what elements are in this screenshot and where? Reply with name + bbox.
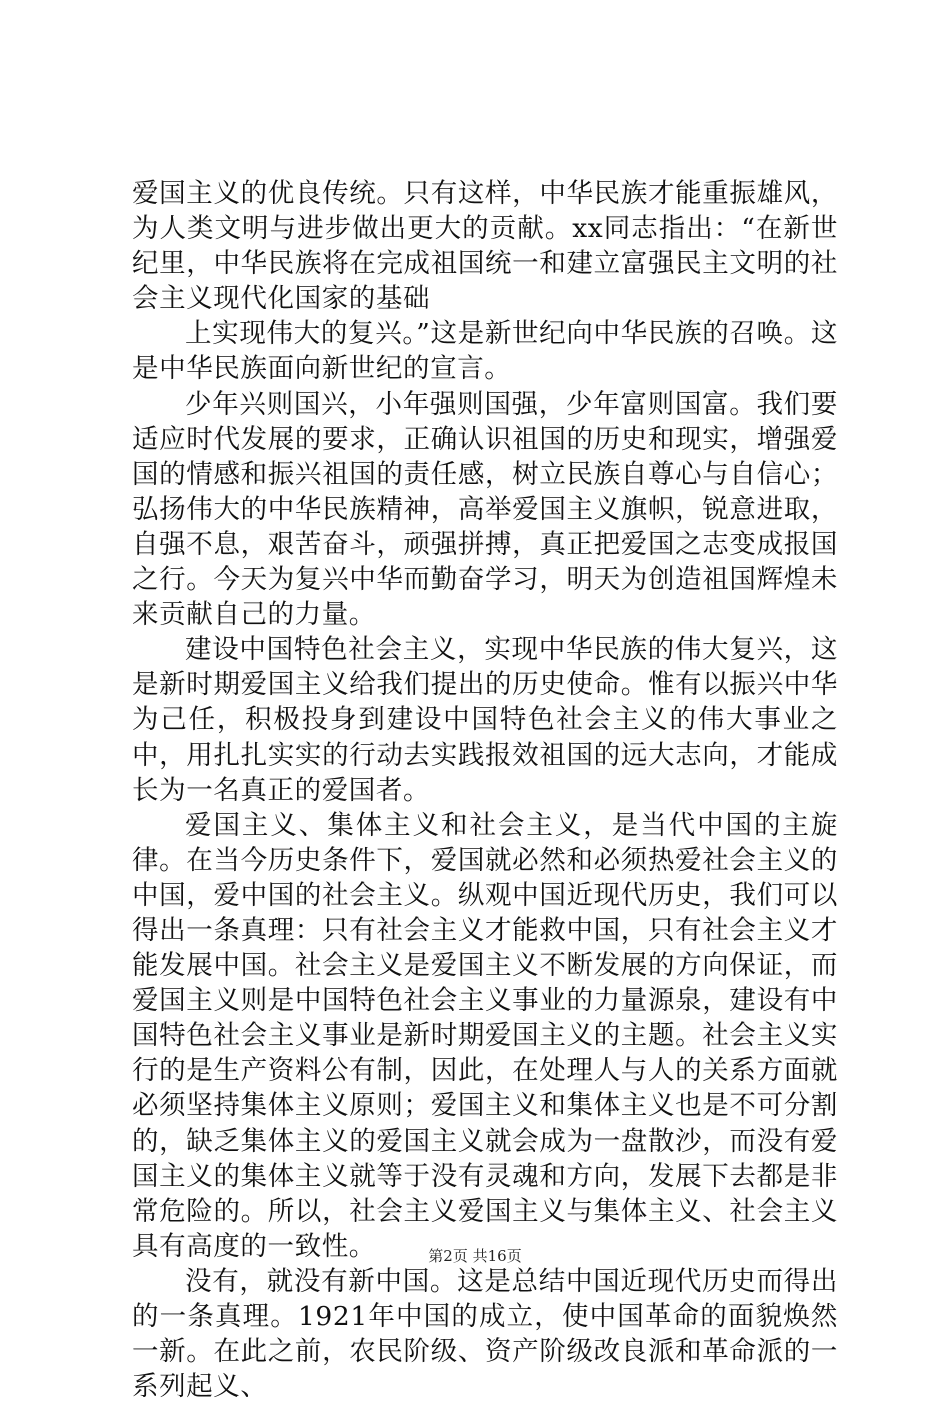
paragraph-6: 没有，就没有新中国。这是总结中国近现代历史而得出的一条真理。1921年中国的成立，使中国革命的面貌焕然一新。在此之前，农民阶级、资产阶级改良派和革命派的一系列起义、 <box>132 1265 838 1403</box>
paragraph-3: 少年兴则国兴，小年强则国强，少年富则国富。我们要适应时代发展的要求，正确认识祖国的历史和现实，增强爱国的情感和振兴祖国的责任感，树立民族自尊心与自信心；弘扬伟大的中华民族精神，高举爱国主义旗帜，锐意进取，自强不息，艰苦奋斗，顽强拼搏，真正把爱国之志变成报国之行。今天为复兴中华而勤奋学习，明天为创造祖国辉煌未来贡献自己的力量。 <box>132 388 838 631</box>
paragraph-4: 建设中国特色社会主义，实现中华民族的伟大复兴，这是新时期爱国主义给我们提出的历史使命。惟有以振兴中华为己任，积极投身到建设中国特色社会主义的伟大事业之中，用扎扎实实的行动去实践报效祖国的远大志向，才能成长为一名真正的爱国者。 <box>132 634 838 806</box>
page-footer: 第2页 共16页 <box>428 1247 522 1265</box>
paragraph-1: 爱国主义的优良传统。只有这样，中华民族才能重振雄风，为人类文明与进步做出更大的贡献。xx同志指出：“在新世纪里，中华民族将在完成祖国统一和建立富强民主文明的社会主义现代化国家的基础 <box>132 178 838 315</box>
paragraph-2: 上实现伟大的复兴。”这是新世纪向中华民族的召唤。这是中华民族面向新世纪的宣言。 <box>132 318 838 385</box>
paragraph-5: 爱国主义、集体主义和社会主义，是当代中国的主旋律。在当今历史条件下，爱国就必然和必须热爱社会主义的中国，爱中国的社会主义。纵观中国近现代历史，我们可以得出一条真理：只有社会主义才能救中国，只有社会主义才能发展中国。社会主义是爱国主义不断发展的方向保证，而爱国主义则是中国特色社会主义事业的力量源泉，建设有中国特色社会主义事业是新时期爱国主义的主题。社会主义实行的是生产资料公有制，因此，在处理人与人的关系方面就必须坚持集体主义原则；爱国主义和集体主义也是不可分割的，缺乏集体主义的爱国主义就会成为一盘散沙，而没有爱国主义的集体主义就等于没有灵魂和方向，发展下去都是非常危险的。所以，社会主义爱国主义与集体主义、社会主义具有高度的一致性。 <box>132 809 838 1262</box>
document-body <box>132 176 838 1404</box>
